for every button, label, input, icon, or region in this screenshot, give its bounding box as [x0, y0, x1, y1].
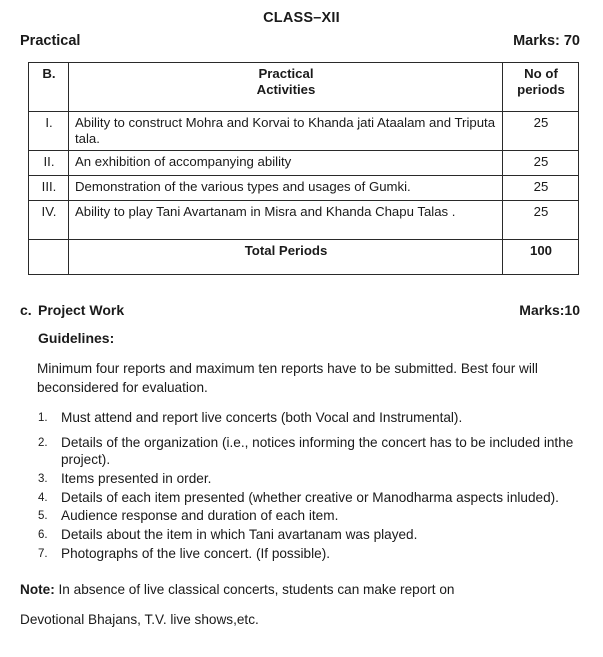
project-work-header — [20, 302, 580, 318]
list-item-text: Must attend and report live concerts (both Vocal and Instrumental). — [61, 410, 463, 425]
row-number: IV. — [29, 201, 69, 240]
project-work-marks: Marks:10 — [519, 302, 580, 318]
row-periods: 25 — [503, 112, 579, 151]
table-row — [29, 176, 579, 201]
list-item-text: Details of each item presented (whether creative or Manodharma aspects inluded). — [61, 489, 559, 505]
list-item — [38, 470, 583, 488]
table-row — [29, 201, 579, 240]
list-item-text: Details about the item in which Tani avartanam was played. — [61, 527, 418, 543]
header-activities-line1: Practical — [258, 66, 314, 81]
page-title: CLASS–XII — [263, 10, 340, 26]
header-cell-periods — [503, 63, 579, 112]
header-periods-line1: No of — [524, 66, 558, 81]
guidelines-list — [38, 409, 583, 563]
row-periods: 25 — [503, 176, 579, 201]
practical-activities-table — [28, 62, 579, 275]
list-item — [38, 545, 583, 563]
total-value: 100 — [503, 240, 579, 275]
marks-label: Marks: 70 — [513, 33, 580, 49]
row-periods: 25 — [503, 151, 579, 176]
header-activities-line2: Activities — [256, 82, 316, 98]
list-item-number: 1. — [38, 412, 48, 424]
header-cell-activities — [69, 63, 503, 112]
note-label: Note: — [20, 582, 55, 597]
list-item-text: Photographs of the live concert. (If possible). — [61, 545, 330, 561]
row-activity: An exhibition of accompanying ability — [69, 151, 503, 176]
list-item-text: Audience response and duration of each item. — [61, 508, 339, 524]
list-item — [38, 507, 583, 525]
project-work-title: Project Work — [38, 302, 125, 318]
list-item — [38, 526, 583, 544]
list-item-number: 4. — [38, 491, 48, 504]
row-number: I. — [29, 112, 69, 151]
table-row — [29, 151, 579, 176]
practical-header-row — [20, 33, 580, 49]
list-item-text: Items presented in order. — [61, 471, 212, 487]
list-item-number: 2. — [38, 436, 48, 449]
guidelines-heading: Guidelines: — [38, 330, 115, 346]
row-activity: Ability to play Tani Avartanam in Misra and Khanda Chapu Talas . — [69, 201, 503, 240]
row-number: III. — [29, 176, 69, 201]
row-activity: Demonstration of the various types and usages of Gumki. — [69, 176, 503, 201]
list-item-number: 3. — [38, 473, 48, 486]
section-label: Practical — [20, 33, 81, 49]
header-cell-code: B. — [29, 63, 69, 112]
total-label: Total Periods — [69, 240, 503, 275]
list-item-number: 5. — [38, 510, 48, 523]
table-total-row — [29, 240, 579, 275]
project-work-letter: c. — [20, 302, 32, 318]
table-row — [29, 112, 579, 151]
note-paragraph — [20, 583, 580, 597]
guidelines-intro: Minimum four reports and maximum ten reports have to be submitted. Best four will beconsidered for evaluation. — [37, 361, 538, 395]
note-text-line2: Devotional Bhajans, T.V. live shows,etc. — [20, 612, 259, 627]
total-empty-cell — [29, 240, 69, 275]
list-item-text: Details of the organization (i.e., notices informing the concert has to be included inthe project). — [61, 434, 574, 468]
note-text-line1: In absence of live classical concerts, students can make report on — [54, 582, 455, 597]
header-periods-line2: periods — [517, 82, 565, 98]
row-number: II. — [29, 151, 69, 176]
list-item-number: 6. — [38, 529, 48, 542]
row-periods: 25 — [503, 201, 579, 240]
table-header-row — [29, 63, 579, 112]
list-item — [38, 489, 583, 507]
list-item — [38, 434, 583, 469]
row-activity: Ability to construct Mohra and Korvai to Khanda jati Ataalam and Triputa tala. — [69, 112, 503, 151]
list-item — [38, 409, 583, 427]
list-item-number: 7. — [38, 547, 48, 560]
